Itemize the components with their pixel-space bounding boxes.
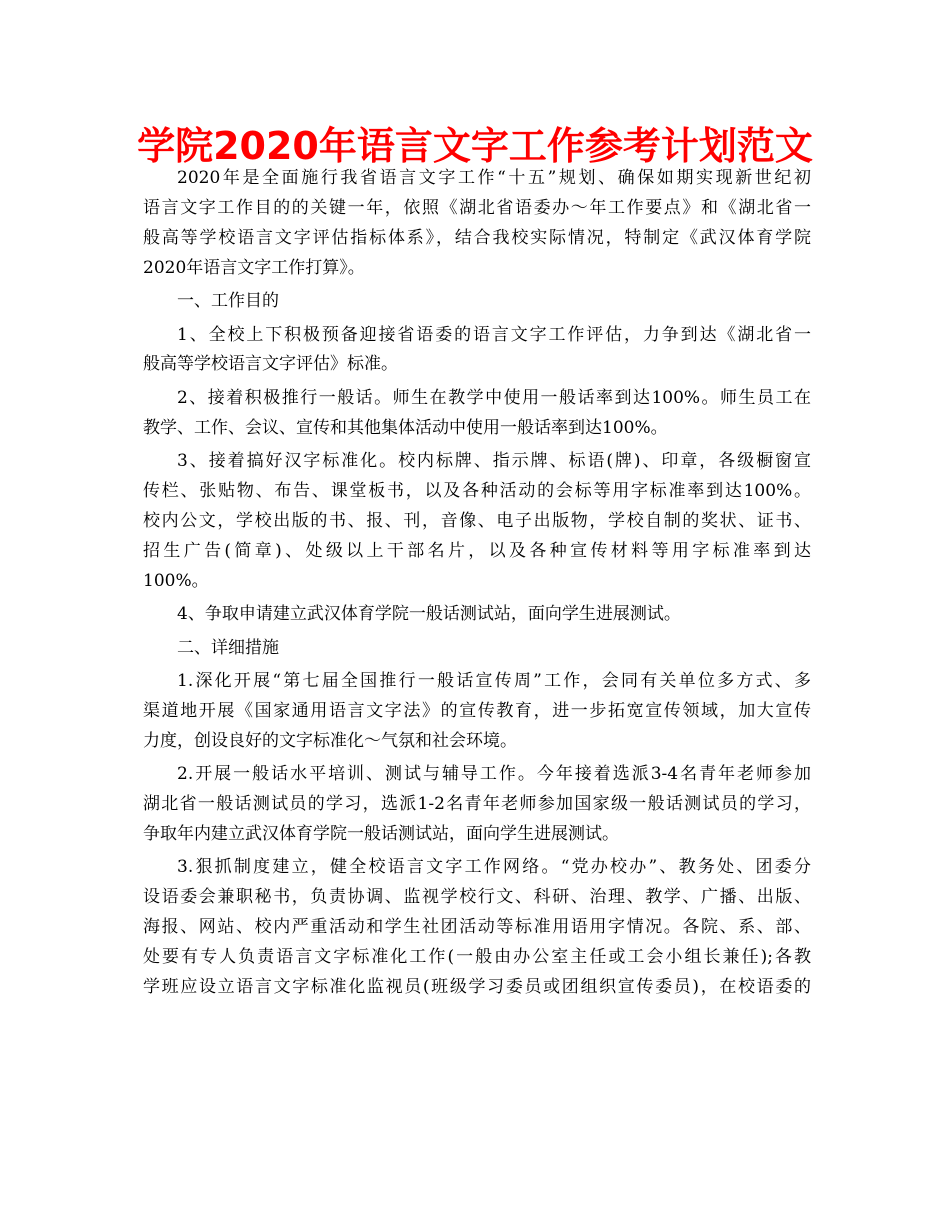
paragraph-line: 处要有专人负责语言文字标准化工作(一般由办公室主任或工会小组长兼任);各教 [143, 947, 811, 968]
paragraph-line: 1、全校上下积极预备迎接省语委的语言文字工作评估，力争到达《湖北省一 [177, 324, 811, 345]
paragraph-line: 2020年是全面施行我省语言文字工作“十五”规划、确保如期实现新世纪初 [177, 168, 811, 188]
paragraph-line: 设语委会兼职秘书，负责协调、监视学校行文、科研、治理、教学、广播、出版、 [143, 887, 811, 908]
paragraph [143, 600, 811, 630]
paragraph-line: 教学、工作、会议、宣传和其他集体活动中使用一般话率到达100%。 [143, 417, 668, 438]
document-title: 学院2020年语言文字工作参考计划范文 [137, 124, 813, 168]
paragraph-line: 4、争取申请建立武汉体育学院一般话测试站，面向学生进展测试。 [177, 604, 681, 625]
paragraph-line: 二、详细措施 [177, 637, 279, 658]
paragraph [143, 287, 811, 317]
paragraph-line: 2、接着积极推行一般话。师生在教学中使用一般话率到达100%。师生员工在 [177, 387, 811, 408]
paragraph [143, 853, 811, 1003]
paragraph-line: 争取年内建立武汉体育学院一般话测试站，面向学生进展测试。 [143, 824, 619, 845]
paragraph-line: 力度，创设良好的文字标准化～气氛和社会环境。 [143, 730, 517, 751]
paragraph-line: 校内公文，学校出版的书、报、刊，音像、电子出版物，学校自制的奖状、证书、 [143, 510, 811, 531]
paragraph [143, 634, 811, 664]
paragraph [143, 760, 811, 850]
document-body [143, 164, 811, 1006]
paragraph [143, 667, 811, 757]
paragraph [143, 447, 811, 597]
paragraph-line: 3.狠抓制度建立，健全校语言文字工作网络。“党办校办”、教务处、团委分 [177, 857, 811, 878]
paragraph-line: 般高等学校语言文字评估指标体系》，结合我校实际情况，特制定《武汉体育学院 [143, 227, 811, 248]
paragraph-line: 2.开展一般话水平培训、测试与辅导工作。今年接着选派3-4名青年老师参加 [177, 764, 811, 785]
paragraph-line: 100%。 [143, 570, 209, 591]
paragraph [143, 164, 811, 284]
paragraph-line: 般高等学校语言文字评估》标准。 [143, 354, 398, 375]
paragraph-line: 语言文字工作目的的关键一年，依照《湖北省语委办～年工作要点》和《湖北省一 [143, 197, 811, 218]
paragraph [143, 321, 811, 381]
paragraph-line: 海报、网站、校内严重活动和学生社团活动等标准用语用字情况。各院、系、部、 [143, 917, 811, 938]
paragraph-line: 学班应设立语言文字标准化监视员(班级学习委员或团组织宣传委员)，在校语委的 [143, 977, 811, 998]
paragraph [143, 384, 811, 444]
paragraph-line: 传栏、张贴物、布告、课堂板书，以及各种活动的会标等用字标准率到达100%。 [143, 481, 811, 502]
paragraph-line: 渠道地开展《国家通用语言文字法》的宣传教育，进一步拓宽宣传领域，加大宣传 [143, 700, 811, 721]
paragraph-line: 1.深化开展“第七届全国推行一般话宣传周”工作，会同有关单位多方式、多 [177, 671, 811, 691]
paragraph-line: 招生广告(简章)、处级以上干部名片，以及各种宣传材料等用字标准率到达 [143, 540, 811, 561]
paragraph-line: 一、工作目的 [177, 291, 279, 312]
paragraph-line: 3、接着搞好汉字标准化。校内标牌、指示牌、标语(牌)、印章，各级橱窗宣 [177, 451, 811, 472]
paragraph-line: 湖北省一般话测试员的学习，选派1-2名青年老师参加国家级一般话测试员的学习， [143, 794, 811, 815]
paragraph-line: 2020年语言文字工作打算》。 [143, 257, 365, 278]
